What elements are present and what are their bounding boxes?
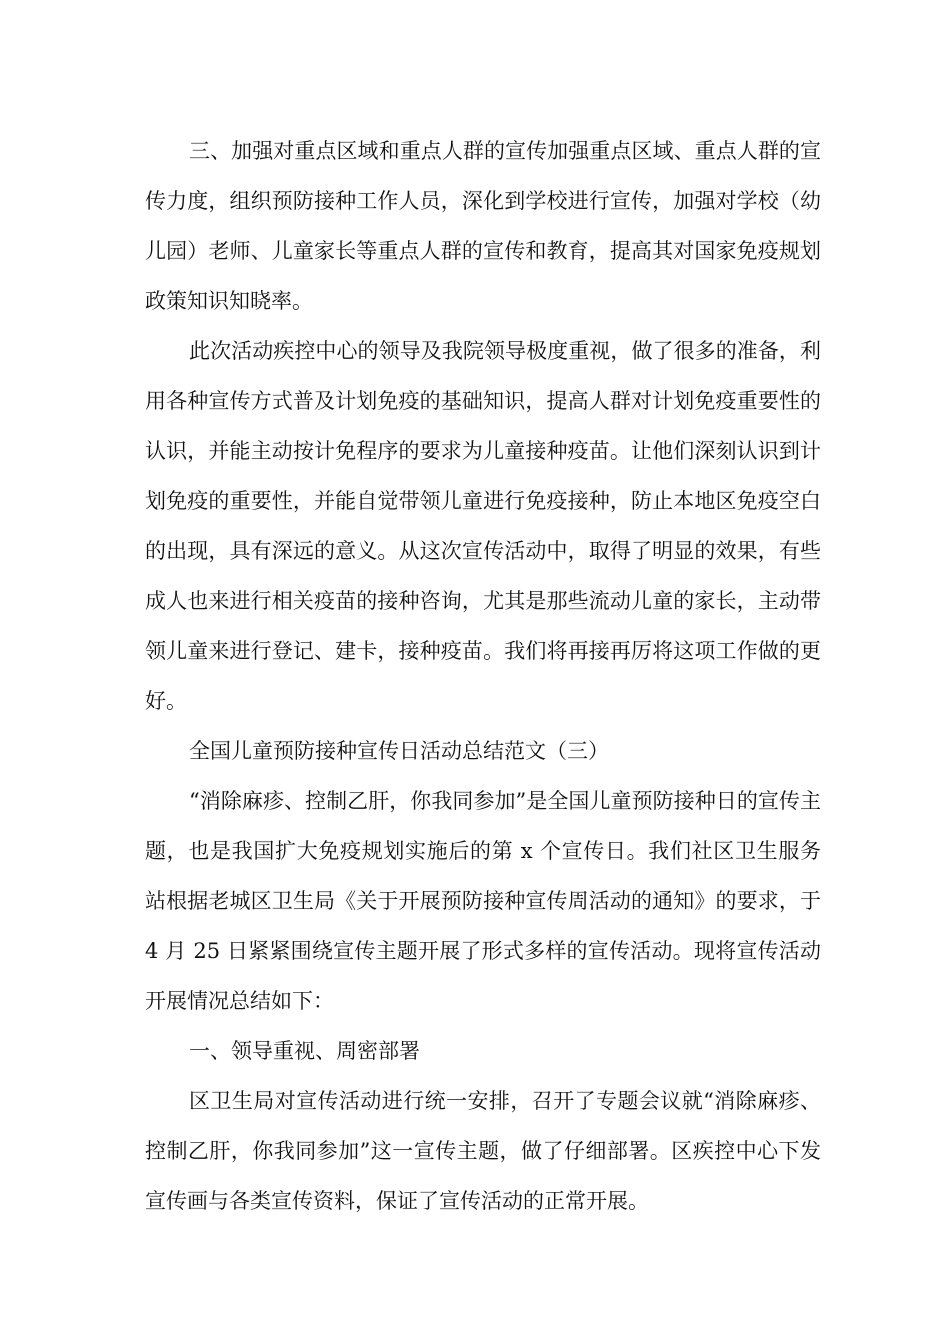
paragraph-key-groups-promotion: 三、加强对重点区域和重点人群的宣传加强重点区域、重点人群的宣传力度，组织预防接种工作人员，深化到学校进行宣传，加强对学校（幼儿园）老师、儿童家长等重点人群的宣传和教育，提高其对国家免疫规划政策知识知晓率。 [145,139,821,313]
paragraph-activity-summary: 此次活动疾控中心的领导及我院领导极度重视，做了很多的准备，利用各种宣传方式普及计划免疫的基础知识，提高人群对计划免疫重要性的认识，并能主动按计免程序的要求为儿童接种疫苗。让他们深刻认识到计划免疫的重要性，并能自觉带领儿童进行免疫接种，防止本地区免疫空白的出现，具有深远的意义。从这次宣传活动中，取得了明显的效果，有些成人也来进行相关疫苗的接种咨询，尤其是那些流动儿童的家长，主动带领儿童来进行登记、建卡，接种疫苗。我们将再接再厉将这项工作做的更好。 [145,339,821,713]
section-heading-leadership: 一、领导重视、周密部署 [189,1039,420,1063]
document-page [145,126,821,1226]
section-heading-sample-three: 全国儿童预防接种宣传日活动总结范文（三） [189,739,609,763]
paragraph-theme-intro: “消除麻疹、控制乙肝，你我同参加”是全国儿童预防接种日的宣传主题，也是我国扩大免疫规划实施后的第 x 个宣传日。我们社区卫生服务站根据老城区卫生局《关于开展预防接种宣传周活动的通知》的要求，于 4 月 25 日紧紧围绕宣传主题开展了形式多样的宣传活动。现将宣传活动开展情况总结如下： [145,789,821,1013]
paragraph-deployment: 区卫生局对宣传活动进行统一安排，召开了专题会议就“消除麻疹、控制乙肝，你我同参加”这一宣传主题，做了仔细部署。区疾控中心下发宣传画与各类宣传资料，保证了宣传活动的正常开展。 [145,1089,821,1213]
